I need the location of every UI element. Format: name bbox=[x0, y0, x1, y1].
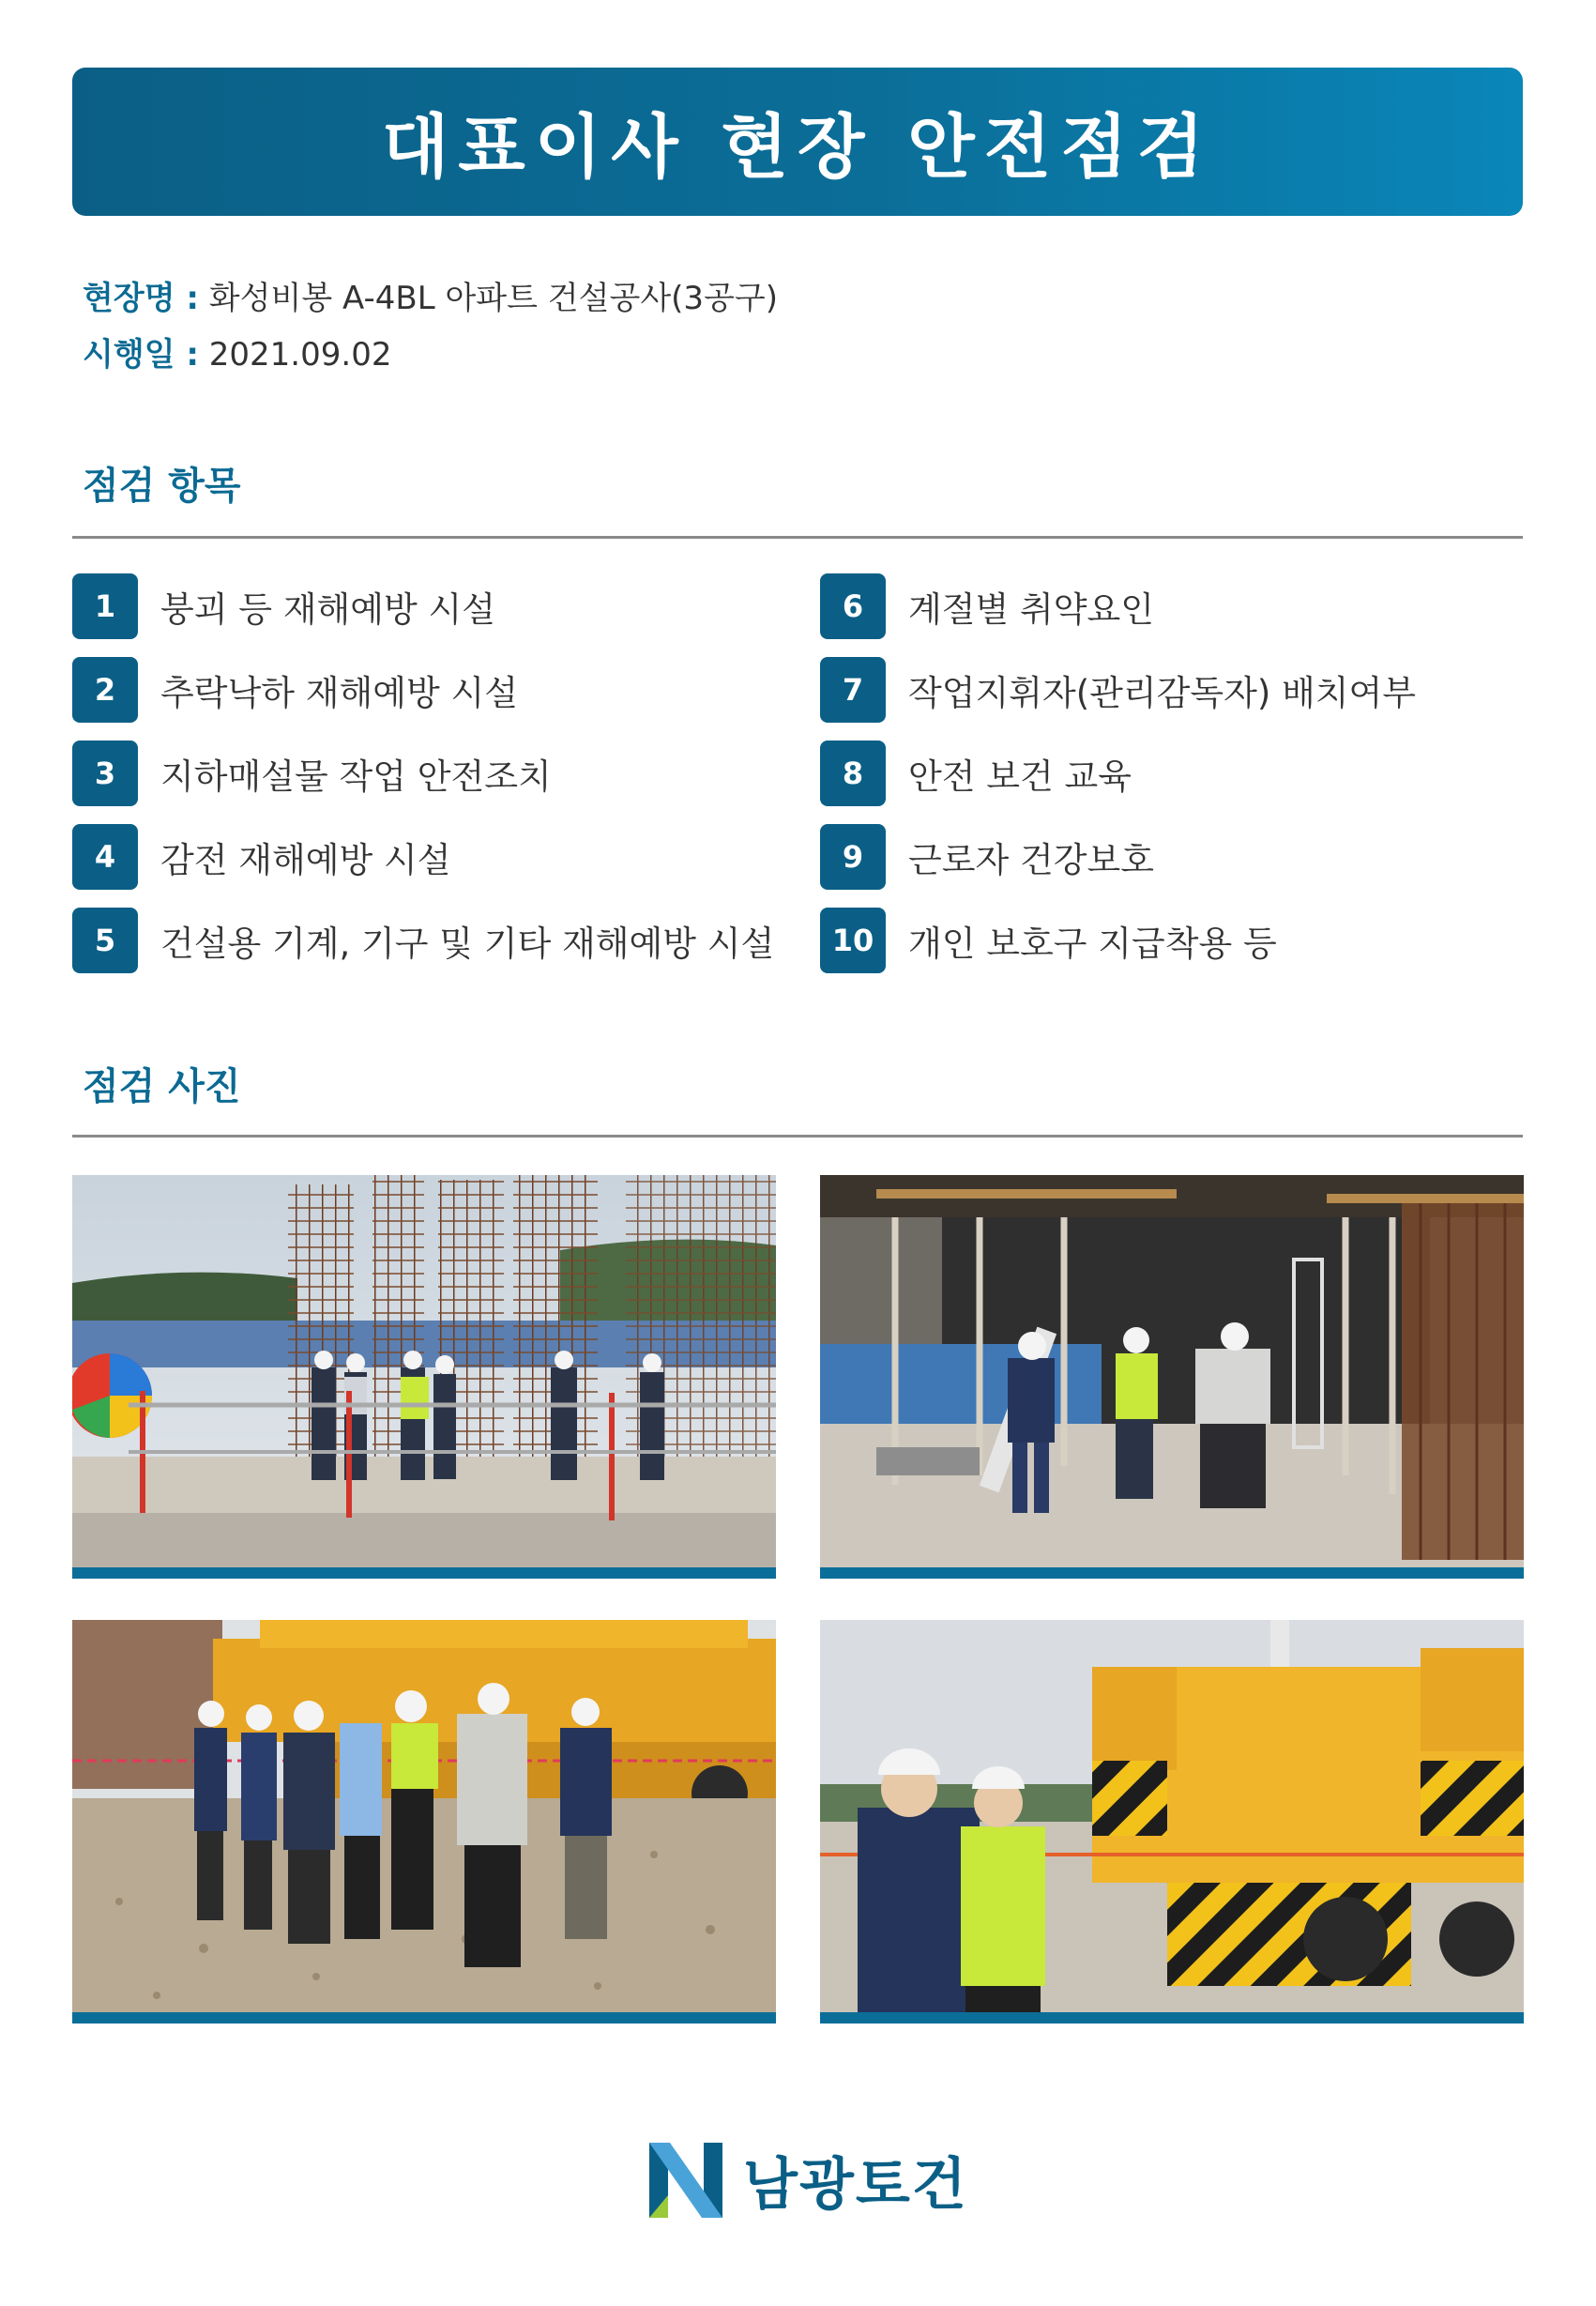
checklist-item bbox=[820, 824, 1154, 890]
inspection-photo-1 bbox=[72, 1175, 776, 1579]
page-title: 대표이사 현장 안전점검 bbox=[381, 107, 1214, 188]
item-text: 개인 보호구 지급착용 등 bbox=[908, 924, 1277, 964]
checklist-item bbox=[820, 908, 1277, 973]
checklist-item bbox=[72, 657, 518, 723]
item-text: 작업지휘자(관리감독자) 배치여부 bbox=[908, 673, 1417, 713]
item-text: 붕괴 등 재해예방 시설 bbox=[160, 589, 495, 630]
item-number: 2 bbox=[72, 657, 138, 723]
item-number: 7 bbox=[820, 657, 886, 723]
checklist-item bbox=[820, 657, 1416, 723]
site-name-value: 화성비봉 A-4BL 아파트 건설공사(3공구) bbox=[208, 280, 779, 317]
item-text: 계절별 취약요인 bbox=[908, 589, 1154, 630]
item-text: 지하매설물 작업 안전조치 bbox=[160, 756, 552, 797]
checklist-item bbox=[72, 824, 450, 890]
item-text: 추락낙하 재해예방 시설 bbox=[160, 673, 518, 713]
item-number: 4 bbox=[72, 824, 138, 890]
checklist-item bbox=[820, 741, 1132, 806]
checklist-item bbox=[72, 573, 495, 639]
site-name-row bbox=[83, 272, 778, 318]
item-number: 8 bbox=[820, 741, 886, 806]
checklist-item bbox=[820, 573, 1154, 639]
photos-divider bbox=[72, 1135, 1523, 1138]
logo-mark-icon bbox=[646, 2139, 726, 2222]
item-number: 10 bbox=[820, 908, 886, 973]
company-logo bbox=[646, 2138, 968, 2222]
item-number: 9 bbox=[820, 824, 886, 890]
item-number: 5 bbox=[72, 908, 138, 973]
item-number: 1 bbox=[72, 573, 138, 639]
site-name-label: 현장명 : bbox=[83, 280, 199, 317]
checklist-divider bbox=[72, 536, 1523, 539]
checklist-item bbox=[72, 908, 774, 973]
item-text: 감전 재해예방 시설 bbox=[160, 840, 451, 880]
item-number: 6 bbox=[820, 573, 886, 639]
photos-heading: 점검 사진 bbox=[83, 1065, 241, 1108]
inspection-photo-4 bbox=[820, 1620, 1524, 2023]
item-text: 안전 보건 교육 bbox=[908, 756, 1132, 797]
date-label: 시행일 : bbox=[83, 336, 199, 374]
inspection-photo-2 bbox=[820, 1175, 1524, 1579]
checklist-item bbox=[72, 741, 552, 806]
title-banner bbox=[72, 68, 1523, 216]
inspection-photo-3 bbox=[72, 1620, 776, 2023]
checklist-heading: 점검 항목 bbox=[83, 465, 241, 508]
logo-text: 남광토건 bbox=[743, 2152, 968, 2218]
item-text: 건설용 기계, 기구 및 기타 재해예방 시설 bbox=[160, 924, 775, 964]
date-value: 2021.09.02 bbox=[208, 336, 392, 374]
item-text: 근로자 건강보호 bbox=[908, 840, 1154, 880]
date-row bbox=[83, 328, 391, 374]
item-number: 3 bbox=[72, 741, 138, 806]
